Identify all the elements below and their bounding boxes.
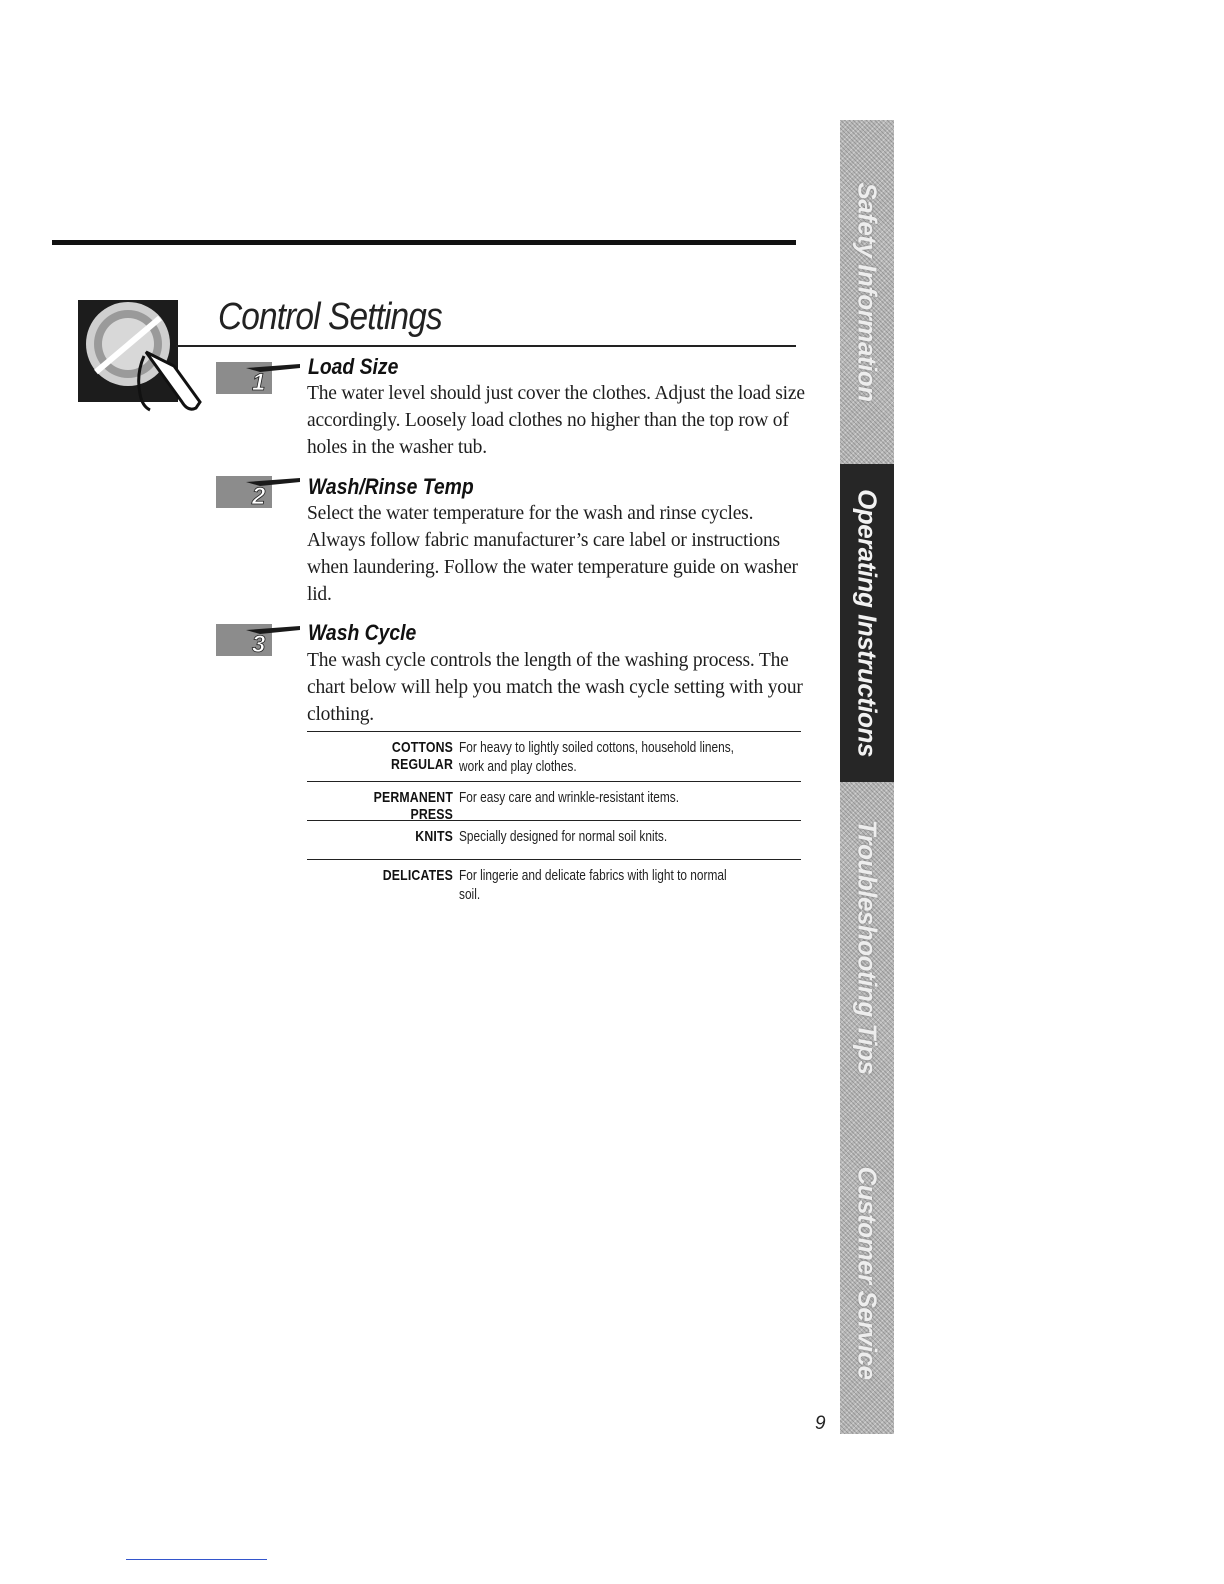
tab-operating-instructions[interactable] <box>840 464 894 782</box>
step-heading: Wash/Rinse Temp <box>308 474 474 499</box>
step-number: 1 <box>252 369 266 396</box>
step-number: 3 <box>252 631 266 658</box>
bottom-rule <box>126 1559 267 1560</box>
cycle-description: For easy care and wrinkle-resistant items. <box>459 790 680 806</box>
pointing-hand-step-2-icon <box>216 474 302 514</box>
tab-label: Troubleshooting Tips <box>852 819 883 1075</box>
step-heading: Wash Cycle <box>308 620 417 645</box>
page-title: Control Settings <box>218 296 442 338</box>
pointing-hand-step-3-icon <box>216 622 302 662</box>
page-number: 9 <box>815 1413 826 1434</box>
cycle-name: COTTONS REGULAR <box>391 739 453 773</box>
control-knob-icon <box>78 282 204 418</box>
step-heading: Load Size <box>308 354 399 379</box>
tab-troubleshooting-tips[interactable] <box>840 782 894 1112</box>
cycle-description: Specially designed for normal soil knits. <box>459 829 668 845</box>
cycle-name: DELICATES <box>382 867 453 884</box>
tab-customer-service[interactable] <box>840 1112 894 1434</box>
top-rule <box>52 240 796 245</box>
tab-safety-information[interactable] <box>840 120 894 464</box>
cycle-name: KNITS <box>415 828 453 845</box>
table-row <box>307 859 801 909</box>
tab-label: Customer Service <box>852 1166 883 1380</box>
step-text: The wash cycle controls the length of the washing process. The chart below will help you match the wash cycle setting with your clothing. <box>307 650 803 725</box>
tab-label: Operating Instructions <box>852 489 883 757</box>
tab-label: Safety Information <box>852 182 883 402</box>
section-tabs <box>840 120 894 1434</box>
cycle-name: PERMANENT PRESS <box>373 789 453 823</box>
step-number: 2 <box>252 483 266 510</box>
table-row <box>307 820 801 859</box>
step-text: The water level should just cover the clothes. Adjust the load size accordingly. Loosely load clothes no higher than the top row of holes in the washer tub. <box>307 383 805 458</box>
wash-cycle-chart <box>307 731 801 909</box>
table-row <box>307 731 801 781</box>
cycle-description: For heavy to lightly soiled cottons, household linens, work and play clothes. <box>459 740 734 775</box>
step-text: Select the water temperature for the wash and rinse cycles. Always follow fabric manufacturer’s care label or instructions when laundering. Follow the water temperature guide on washer lid. <box>307 503 798 605</box>
pointing-hand-step-1-icon <box>216 360 302 400</box>
table-row <box>307 781 801 823</box>
title-rule <box>176 345 796 347</box>
cycle-description: For lingerie and delicate fabrics with light to normal soil. <box>459 868 727 903</box>
